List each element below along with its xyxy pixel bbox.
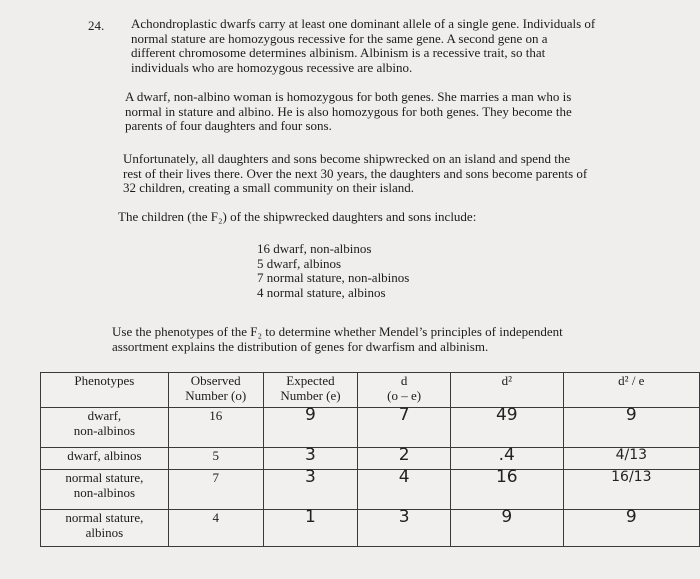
paragraph-parents	[125, 90, 645, 134]
chi-square-table	[40, 372, 700, 547]
expected-cell: 1	[263, 510, 358, 547]
observed-cell: 16	[168, 408, 263, 448]
header-line: Number (o)	[185, 388, 247, 403]
header-line: Observed	[190, 373, 241, 388]
list-item: 7 normal stature, non-albinos	[257, 270, 410, 285]
d-squared-cell: 49	[450, 408, 563, 448]
paragraph-shipwreck	[123, 152, 668, 196]
list-item: 16 dwarf, non-albinos	[257, 241, 372, 256]
header-observed	[168, 373, 263, 408]
text-line: assortment explains the distribution of genes for dwarfism and albinism.	[112, 338, 489, 354]
phenotype-line: non-albinos	[73, 423, 136, 438]
header-d-squared: d²	[450, 373, 563, 408]
d-squared-over-e-cell: 9	[563, 408, 699, 448]
phenotype-line: normal stature,	[65, 470, 144, 485]
text-line: normal in stature and albino. He is also homozygous for both genes. They become the	[125, 103, 572, 119]
header-expected	[263, 373, 358, 408]
d-cell: 7	[358, 408, 451, 448]
expected-cell: 3	[263, 470, 358, 510]
text-line: individuals who are homozygous recessive are albino.	[131, 59, 413, 75]
d-squared-cell: .4	[450, 448, 563, 470]
header-line: d	[400, 373, 408, 388]
d-cell: 2	[358, 448, 451, 470]
phenotype-cell	[41, 510, 169, 547]
text-line: normal stature are homozygous recessive for the same gene. A second gene on a	[131, 30, 548, 46]
expected-cell: 3	[263, 448, 358, 470]
header-line: Number (e)	[280, 388, 341, 403]
list-item: 5 dwarf, albinos	[257, 255, 342, 271]
header-phenotypes: Phenotypes	[41, 373, 169, 408]
phenotype-line: normal stature,	[65, 510, 144, 525]
d-squared-cell: 9	[450, 510, 563, 547]
text-line: parents of four daughters and four sons.	[125, 118, 332, 133]
paragraph-instruction	[112, 325, 682, 354]
header-d	[358, 373, 451, 408]
observed-cell: 4	[168, 510, 263, 547]
text-line: rest of their lives there. Over the next 30 years, the daughters and sons become parents of	[123, 165, 588, 181]
paragraph-f2-intro: The children (the F₂) of the shipwrecked daughters and sons include:	[118, 209, 477, 224]
d-squared-over-e-cell: 4/13	[563, 448, 699, 470]
table-header-row	[41, 373, 700, 408]
f2-phenotype-list	[257, 242, 409, 300]
d-cell: 4	[358, 470, 451, 510]
list-item: 4 normal stature, albinos	[257, 284, 386, 300]
header-line: Expected	[286, 373, 335, 388]
header-d-squared-over-e: d² / e	[563, 373, 699, 408]
table-row	[41, 448, 700, 470]
header-line: (o – e)	[387, 388, 422, 403]
d-squared-cell: 16	[450, 470, 563, 510]
phenotype-line: non-albinos	[73, 485, 136, 500]
table-row	[41, 470, 700, 510]
d-cell: 3	[358, 510, 451, 547]
d-squared-over-e-cell: 9	[563, 510, 699, 547]
phenotype-cell	[41, 408, 169, 448]
table-row	[41, 510, 700, 547]
text-line: different chromosome determines albinism. Albinism is a recessive trait, so that	[131, 45, 546, 60]
text-line: Unfortunately, all daughters and sons become shipwrecked on an island and spend the	[123, 151, 571, 166]
text-line: Achondroplastic dwarfs carry at least one dominant allele of a single gene. Individuals of	[131, 16, 596, 31]
text-line: A dwarf, non-albino woman is homozygous for both genes. She marries a man who is	[125, 89, 572, 104]
observed-cell: 7	[168, 470, 263, 510]
d-squared-over-e-cell: 16/13	[563, 470, 699, 510]
phenotype-cell: dwarf, albinos	[41, 448, 169, 470]
text-line: Use the phenotypes of the F₂ to determine whether Mendel’s principles of independent	[112, 324, 563, 339]
paragraph-genetics-intro	[131, 17, 651, 75]
expected-cell: 9	[263, 408, 358, 448]
phenotype-line: albinos	[85, 525, 124, 540]
observed-cell: 5	[168, 448, 263, 470]
text-line: 32 children, creating a small community on their island.	[123, 180, 414, 195]
table-row	[41, 408, 700, 448]
phenotype-line: dwarf,	[87, 408, 122, 423]
question-number: 24.	[88, 18, 105, 33]
phenotype-cell	[41, 470, 169, 510]
